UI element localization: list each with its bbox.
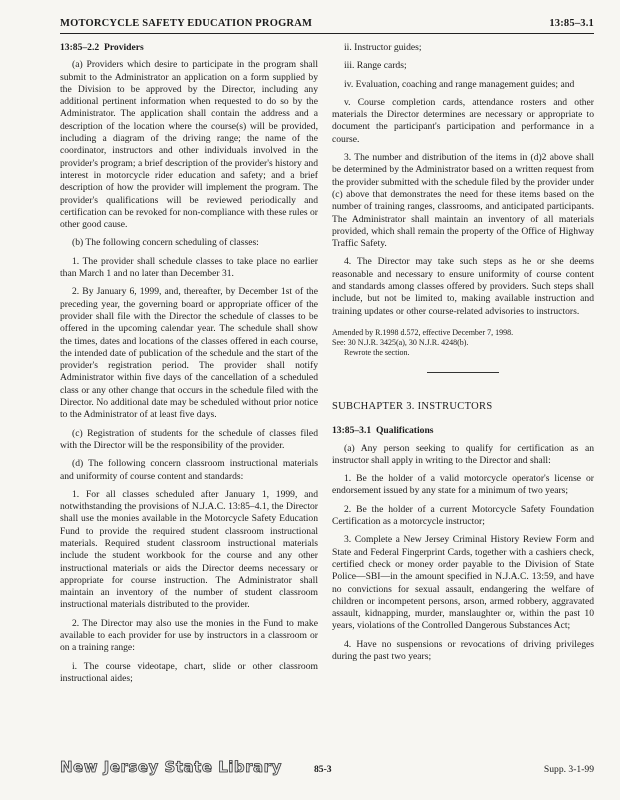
page-number: 85-3 [314, 764, 332, 775]
chapter-title: MOTORCYCLE SAFETY EDUCATION PROGRAM [60, 18, 313, 29]
paragraph: 4. Have no suspensions or revocations of driving privileges during the past two years; [332, 638, 594, 662]
amendment-line: Amended by R.1998 d.572, effective December 7, 1998. [332, 327, 514, 337]
page-footer [60, 758, 594, 782]
amendment-line: See: 30 N.J.R. 3425(a), 30 N.J.R. 4248(b). [332, 337, 469, 347]
paragraph: 1. For all classes scheduled after January 1, 1999, and notwithstanding the provisions of N.J.A.C. 13:85–4.1, the Director shall use the monies available in the Motorcycle Safety Education Fund to provide the required student classroom instructional materials. Required student classroom instructional materials include the student workbook for the course and any other instructional materials or aids the Director deems necessary or appropriate for course instruction. The Administrator shall maintain an inventory of the number of student classroom instructional materials distributed to the provider. [60, 488, 318, 611]
paragraph: 2. Be the holder of a current Motorcycle Safety Foundation Certification as a motorcycle instructor; [332, 503, 594, 528]
paragraph: (a) Providers which desire to participate in the program shall submit to the Administrator an application on a form supplied by the Division to be approved by the Director, including any additional pertinent information when requested to do so by the Administrator. The application shall contain the address and a description of the location where the course(s) will be provided, including a diagram of the driving range; the name of the coordinator, instructors and other individuals involved in the provider's program; a brief description of the provider's history and interest in motorcycle rider education and safety; and a brief description of how the provider will implement the program. The provider's qualifications will be reviewed periodically and certification can be revoked for non-compliance with these rules or other good cause. [60, 59, 318, 231]
library-watermark: New Jersey State Library [60, 758, 282, 776]
paragraph: 1. Be the holder of a valid motorcycle operator's license or endorsement issued by any state for a minimum of two years; [332, 473, 594, 497]
amendment-line: Rewrote the section. [344, 347, 410, 357]
paragraph: v. Course completion cards, attendance rosters and other materials the Director determines are necessary or appropriate to document the participant's participation and performance in a course. [332, 96, 594, 145]
section-title: Qualifications [375, 425, 434, 437]
paragraph: iv. Evaluation, coaching and range management guides; and [344, 78, 575, 90]
paragraph: (a) Any person seeking to qualify for certification as an instructor shall apply in writing to the Director and shall: [332, 442, 594, 466]
paragraph: ii. Instructor guides; [344, 42, 422, 53]
left-column [60, 42, 318, 691]
section-title: Providers [103, 42, 144, 53]
section-number: 13:85–3.1 [332, 425, 372, 437]
page-header [60, 14, 594, 34]
paragraph: (d) The following concern classroom instructional materials and uniformity of course content and standards: [60, 458, 318, 482]
paragraph: 3. The number and distribution of the items in (d)2 above shall be determined by the Administrator based on a written request from the provider submitted with the schedule filed by the provider under (c) above that demonstrates the need for these items based on the number of training ranges, classrooms, and anticipated participants. The Administrator shall maintain an inventory of all materials provided, which shall remain the property of the Office of Highway Traffic Safety. [332, 152, 594, 250]
section-number: 13:85–2.2 [60, 42, 100, 53]
paragraph: (c) Registration of students for the schedule of classes filed with the Director will be the responsibility of the provider. [60, 427, 318, 451]
right-column [332, 42, 594, 669]
paragraph: 3. Complete a New Jersey Criminal History Review Form and State and Federal Fingerprint Cards, together with a cashiers check, certified check or money order payable to the Division of State Police—SBI—in the amount specified in N.J.A.C. 13:59, and have no convictions for sexual assault, endangering the welfare of children or incompetent persons, arson, armed robbery, aggravated assault, kidnapping, murder, manslaughter or, within the past 10 years, violations of the Controlled Dangerous Substances Act; [332, 534, 594, 632]
paragraph: 2. By January 6, 1999, and, thereafter, by December 1st of the preceding year, the governing board or appropriate officer of the provider shall file with the Director the schedule of classes to be offered in the upcoming calendar year. The schedule shall show the times, dates and locations of the classes offered in each course, the intended date of publication of the schedule and the start of the provider's registration period. The provider shall notify Administrator within five days of the cancellation of a scheduled class or any other change that occurs in the schedule filed with the Director. No additional date may be scheduled without prior notice to the Administrator of at least five days. [60, 286, 318, 421]
section-code: 13:85–3.1 [549, 18, 594, 29]
subchapter-heading: SUBCHAPTER 3. INSTRUCTORS [332, 400, 493, 412]
divider [427, 372, 499, 373]
paragraph: (b) The following concern scheduling of classes: [72, 237, 259, 249]
supplement-date: Supp. 3-1-99 [543, 764, 594, 775]
amendment-note [332, 328, 594, 358]
paragraph: 2. The Director may also use the monies in the Fund to make available to each provider for use by instructors in a classroom or on a training range: [60, 617, 318, 654]
paragraph: 4. The Director may take such steps as he or she deems reasonable and necessary to ensure uniformity of course content and standards among classes offered by providers. Such steps shall include, but not be limited to, making available instruction and training updates or other course-related advisories to instructors. [332, 256, 594, 317]
section-heading [60, 42, 318, 54]
section-heading [332, 425, 594, 437]
paragraph: iii. Range cards; [344, 60, 407, 72]
paragraph: 1. The provider shall schedule classes to take place no earlier than March 1 and no later than December 31. [60, 255, 318, 280]
paragraph: i. The course videotape, chart, slide or other classroom instructional aides; [60, 660, 318, 684]
